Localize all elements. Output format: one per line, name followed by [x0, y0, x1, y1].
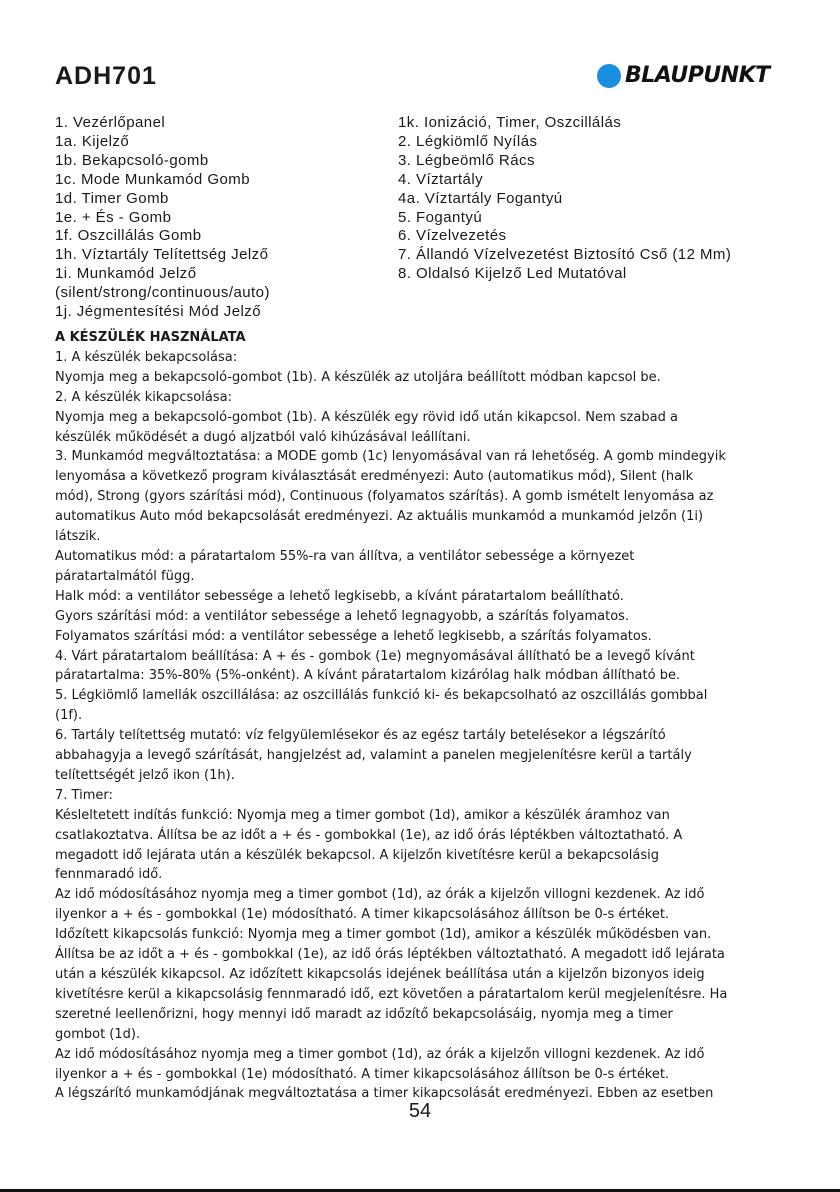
text-line: ilyenkor a + és - gombokkal (1e) módosítható. A timer kikapcsolásához állítson be 0-s értéket. [55, 907, 670, 923]
text-line: megadott idő lejárata után a készülék bekapcsol. A kijelzőn kivetítésre kerül a bekapcsolásig [55, 847, 659, 863]
text-line: 3. Munkamód megváltoztatása: a MODE gomb (1c) lenyomásával van rá lehetőség. A gomb mindegyik [55, 449, 726, 465]
text-line: Időzített kikapcsolás funkció: Nyomja meg a timer gombot (1d), amikor a készülék működésben van. [55, 927, 712, 943]
parts-list-right [398, 114, 731, 284]
part-item: 1k. Ionizáció, Timer, Oszcillálás [398, 114, 622, 131]
part-item: (silent/strong/continuous/auto) [55, 284, 270, 302]
text-line: Az idő módosításához nyomja meg a timer gombot (1d), az órák a kijelzőn villogni kezdenek. Az idő [55, 1046, 705, 1062]
part-item: 1j. Jégmentesítési Mód Jelző [55, 303, 262, 321]
text-line: páratartalmától függ. [55, 568, 195, 584]
text-line: Az idő módosításához nyomja meg a timer gombot (1d), az órák a kijelzőn villogni kezdenek. Az idő [55, 887, 705, 903]
text-line: fennmaradó idő. [55, 867, 163, 883]
text-line: után a készülék kikapcsol. Az időzített kikapcsolás idejének beállítása után a kijelzőn bizonyos ideig [55, 967, 705, 982]
text-line: Folyamatos szárítási mód: a ventilátor sebessége a lehető legkisebb, a szárítás folyamatos. [55, 628, 652, 644]
model-title: ADH701 [55, 62, 157, 90]
text-line: Halk mód: a ventilátor sebessége a lehető legkisebb, a kívánt páratartalom beállítható. [55, 588, 624, 604]
part-item: 2. Légkiömlő Nyílás [398, 132, 538, 150]
part-item: 8. Oldalsó Kijelző Led Mutatóval [398, 265, 627, 283]
page-number: 54 [408, 1100, 432, 1122]
text-line: A légszárító munkamódjának megváltoztatása a timer kikapcsolását eredményezi. Ebben az esetben [55, 1086, 714, 1102]
part-item: 1f. Oszcillálás Gomb [55, 227, 202, 245]
text-line: abbahagyja a levegő szárítását, hangjelzést ad, valamint a panelen megjelenítésre kerül a tartály [55, 748, 692, 764]
brand-logo [597, 63, 770, 88]
text-line: 1. A készülék bekapcsolása: [55, 349, 238, 365]
text-line: páratartalma: 35%-80% (5%-onként). A kívánt páratartalom kizárólag halk módban állítható be. [55, 668, 681, 684]
text-line: Nyomja meg a bekapcsoló-gombot (1b). A készülék egy rövid idő után kikapcsol. Nem szabad a [55, 409, 678, 425]
brand-name: BLAUPUNKT [625, 63, 770, 88]
part-item: 5. Fogantyú [398, 208, 483, 226]
part-item: 1a. Kijelző [55, 132, 130, 150]
text-line: készülék működését a dugó aljzatból való kihúzásával leállítani. [55, 429, 471, 445]
text-line: kivetítésre kerül a kikapcsolásig fennmaradó idő, ezt követően a páratartalom kerül megjelenítésre. Ha [55, 986, 728, 1002]
part-item: 3. Légbeömlő Rács [398, 151, 535, 169]
section-title: A KÉSZÜLÉK HASZNÁLATA [55, 330, 246, 345]
usage-text [55, 348, 790, 1104]
text-line: automatikus Auto mód bekapcsolását eredményezi. Az aktuális munkamód a munkamód jelzőn (1i) [55, 509, 704, 525]
text-line: (1f). [55, 708, 83, 724]
text-line: csatlakoztatva. Állítsa be az időt a + és - gombokkal (1e), az idő órás léptékben változtatható. A [55, 827, 683, 843]
part-item: 6. Vízelvezetés [398, 227, 507, 245]
brand-dot-icon [597, 64, 621, 88]
text-line: 6. Tartály telítettség mutató: víz felgyülemlésekor és az egész tartály betelésekor a légszárító [55, 728, 666, 744]
text-line: 7. Timer: [55, 787, 113, 803]
text-line: Állítsa be az időt a + és - gombokkal (1e), az idő órás léptékben változtatható. A megadott idő lejárata [55, 947, 725, 963]
part-item: 1i. Munkamód Jelző [55, 265, 197, 283]
part-item: 1d. Timer Gomb [55, 189, 169, 207]
text-line: Késleltetett indítás funkció: Nyomja meg a timer gombot (1d), amikor a készülék áramhoz van [55, 807, 670, 823]
text-line: Nyomja meg a bekapcsoló-gombot (1b). A készülék az utoljára beállított módban kapcsol be. [55, 369, 661, 385]
text-line: ilyenkor a + és - gombokkal (1e) módosítható. A timer kikapcsolásához állítson be 0-s értéket. [55, 1066, 670, 1082]
text-line: 5. Légkiömlő lamellák oszcillálása: az oszcillálás funkció ki- és bekapcsolható az oszcillálás gombbal [55, 688, 708, 704]
part-item: 1. Vezérlőpanel [55, 114, 166, 131]
part-item: 1b. Bekapcsoló-gomb [55, 151, 209, 169]
text-line: Gyors szárítási mód: a ventilátor sebessége a lehető legnagyobb, a szárítás folyamatos. [55, 608, 630, 624]
part-item: 4. Víztartály [398, 170, 484, 188]
part-item: 1h. Víztartály Telítettség Jelző [55, 246, 269, 264]
text-line: 2. A készülék kikapcsolása: [55, 389, 232, 405]
text-line: gombot (1d). [55, 1026, 141, 1042]
text-line: telítettségét jelző ikon (1h). [55, 767, 235, 783]
text-line: 4. Várt páratartalom beállítása: A + és - gombok (1e) megnyomásával állítható be a levegő kívánt [55, 648, 695, 664]
text-line: látszik. [55, 529, 101, 545]
text-line: Automatikus mód: a páratartalom 55%-ra van állítva, a ventilátor sebessége a környezet [55, 548, 635, 564]
parts-list-left [55, 114, 270, 322]
part-item: 1e. + És - Gomb [55, 208, 172, 226]
text-line: szeretné leellenőrizni, hogy mennyi idő maradt az időzítő bekapcsolásáig, nyomja meg a timer [55, 1006, 673, 1022]
part-item: 1c. Mode Munkamód Gomb [55, 170, 250, 188]
text-line: mód), Strong (gyors szárítási mód), Continuous (folyamatos szárítás). A gomb ismételt lenyomása az [55, 489, 714, 505]
part-item: 4a. Víztartály Fogantyú [398, 189, 563, 207]
part-item: 7. Állandó Vízelvezetést Biztosító Cső (12 Mm) [398, 246, 732, 264]
usage-section [55, 328, 790, 1104]
text-line: lenyomása a következő program kiválasztását eredményezi: Auto (automatikus mód), Silent (halk [55, 469, 694, 485]
